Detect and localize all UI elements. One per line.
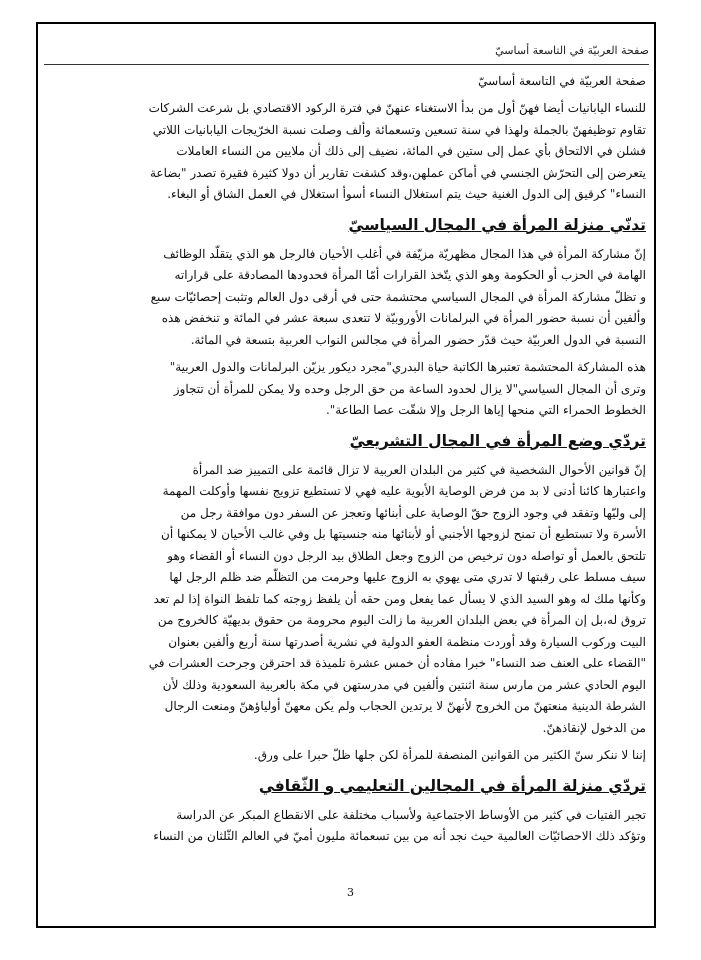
text-line: وكأنها ملك له وهو السيد الذي لا يسأل عما يفعل ومن حقه أن يلفظ زوجته كما تلفظ النواة إذا لم تعد: [153, 591, 646, 606]
text-line: الشرطة الدينية منعتهنّ من الخروج لأنهنّ لا يرتدين الحجاب ولم يكن معهنّ أولياؤهنّ ومنعت الرجال: [164, 699, 646, 713]
political-paragraph-1: [56, 244, 646, 352]
text-line: سيف مسلط على رقبتها لا تدري متى يهوي به الزوج عليها وحرمت من التظلّم ضد ظلم الرجل لها: [169, 570, 646, 584]
text-line: يتعرضن إلى التحرّش الجنسي في أماكن عملهن،وقد كشفت تقارير أن دولا كثيرة فقيرة تصدر "بضاعة: [149, 165, 646, 180]
text-line: وتؤكد ذلك الاحصائيّات العالمية حيث نجد أنه من بين تسعمائة مليون أميّ في العالم الثّلثان من النساء: [153, 829, 646, 843]
text-line: واعتبارها كائنا أدنى لا بد من فرض الوصاية الأبوية عليه فهي لا تستطيع تزويج نفسها وأوكلت المهمة: [162, 484, 646, 498]
text-line: تقاوم توظيفهنّ بالجملة ولهذا في سنة تسعين وتسعمائة وألف وصلت نسبة الخرّيجات اليابانيات اللاتي: [152, 122, 646, 137]
text-line: فشلن في الالتحاق بأي عمل إلى ستين في المائة، نضيف إلى ذلك أن ملايين من النساء العاملات: [176, 144, 646, 158]
text-line: الهامة في الحزب أو الحكومة وهو الذي يتّخذ القرارات أمّا المرأة فحدودها المصادقة على قراراته: [174, 268, 646, 282]
text-line: هذه المشاركة المحتشمة تعتبرها الكاتبة حياة البدري"مجرد ديكور يزيّن البرلمانات والدول العربية": [169, 360, 646, 374]
text-line: الأسرة ولا تستطيع أن تمنح لزوجها الأجنبي أو لأبنائها منه جنسيتها بل وفي غالب الأحيان لا يمكنها أن: [161, 527, 646, 541]
running-header-title: صفحة العربيّة في التاسعة أساسيّ: [495, 44, 649, 57]
section-heading-political: تدنّي منزلة المرأة في المجال السياسيّ: [348, 215, 646, 234]
text-line: اليوم الحادي عشر من مارس سنة اثنتين وألفين في مدرستهن في مكة بالعربية السعودية وذلك لأن: [162, 677, 646, 692]
text-line: و تظلّ مشاركة المرأة في المجال السياسي محتشمة حتى في أرقى دول العالم وتثبت إحصائيّات سبع: [150, 289, 646, 304]
political-paragraph-2: [56, 357, 646, 422]
running-header: [44, 38, 649, 65]
text-line: إلى وليّها وتفقد في وجود الزوج حقّ الوصاية على أبنائها وتعجز عن السفر دون موافقة رجل من: [180, 505, 646, 520]
text-line: إنّ مشاركة المرأة في هذا المجال مظهريّة مزيّفة في أغلب الأحيان فالرجل هو الذي يتقلّد الوظائف: [163, 246, 646, 261]
text-line: "القضاء على العنف ضد النساء" خبرا مفاده أن خمس عشرة تلميذة قد احترقن وجرحت العشرات في: [148, 656, 646, 670]
text-line: من الدخول لإنقاذهنّ.: [542, 720, 646, 735]
text-line: البيت وركوب السيارة وقد أوردت منظمة العفو الدولية في نشرية أصدرتها سنة أربع وألفين بعنوان: [168, 634, 646, 649]
text-line: النسبة في الدول العربيّة حيث قدّر حضور المرأة في مجالس النواب العربية بتسعة في المائة.: [190, 332, 646, 347]
text-line: النساء" كرقيق إلى الدول الغنية حيث يتم استغلال النساء أسوأ استغلال في العمل الشاق أو البغاء.: [167, 187, 646, 201]
page-subtitle: صفحة العربيّة في التاسعة أساسيّ: [478, 74, 646, 88]
text-line: وترى أن المجال السياسي"لا يزال لحدود الساعة من حق الرجل وحده ولا يمكن للمرأة أن تتجاوز: [173, 381, 646, 396]
legislative-paragraph-1: [56, 460, 646, 740]
text-line: تروق له،بل إن المرأة في بعض البلدان العربية ما زالت اليوم محرومة من حقوق بديهيّة كالخروج من: [157, 613, 646, 627]
legislative-paragraph-2: [56, 745, 646, 767]
text-line: إننا لا ننكر سنّ الكثير من القوانين المنصفة للمرأة لكن جلها ظلّ حبرا على ورق.: [253, 748, 646, 762]
text-line: تجبر الفتيات في كثير من الأوساط الاجتماعية ولأسباب مختلفة على الانقطاع المبكر عن الدراسة: [176, 807, 646, 822]
education-paragraph-1: [56, 805, 646, 848]
page-content: [56, 70, 646, 854]
section-heading-education: تردّي منزلة المرأة في المجالين التعليمي و الثّقافي: [258, 776, 646, 795]
text-line: وألفين أن نسبة حضور المرأة في البرلمانات الأوروبيّة لا تتعدى سبعة عشر في المائة و تنخفض هذه: [161, 311, 646, 325]
page-number: 3: [347, 886, 354, 899]
text-line: للنساء اليابانيات أيضا فهنّ أول من بدأ الاستغناء عنهنّ في فترة الركود الاقتصادي بل شرعت الشركات: [148, 101, 646, 115]
intro-paragraph: [56, 98, 646, 206]
text-line: الخطوط الحمراء التي منحها إياها الرجل وإلا شقّت عصا الطاعة".: [325, 403, 646, 417]
section-heading-legislative: تردّي وضع المرأة في المجال التشريعيّ: [349, 431, 646, 450]
text-line: تلتحق بالعمل أو تواصله دون ترخيص من الزوج وجعل الطلاق بيد الرجل دون النساء أو القضاء وهو: [167, 548, 646, 563]
text-line: إنّ قوانين الأحوال الشخصية في كثير من البلدان العربية لا تزال قائمة على التمييز ضد المرأة: [192, 462, 646, 477]
